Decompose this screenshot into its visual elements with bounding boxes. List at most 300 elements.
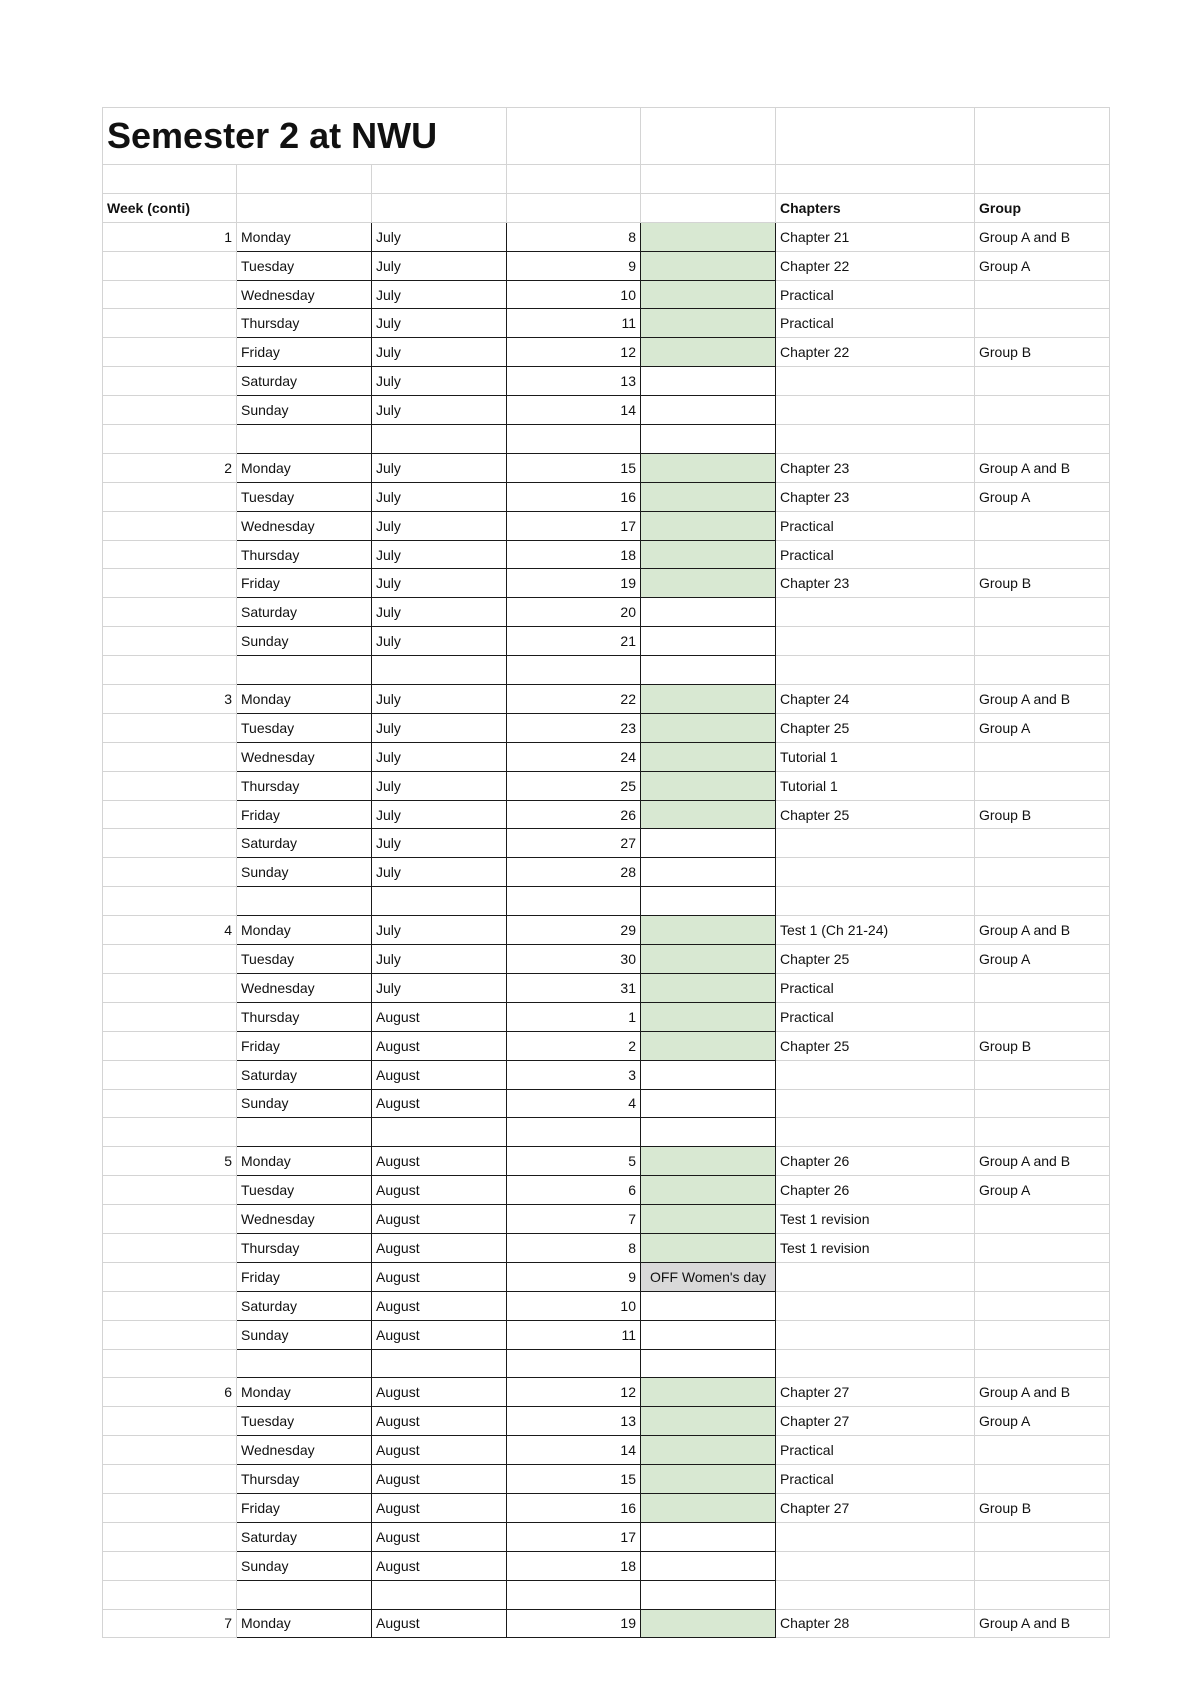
chapter-cell: Chapter 25 xyxy=(776,800,975,829)
date-number: 15 xyxy=(507,1465,641,1494)
chapter-cell xyxy=(776,1262,975,1291)
week-number: 4 xyxy=(103,916,237,945)
week-number xyxy=(103,1407,237,1436)
chapter-cell: Practical xyxy=(776,1436,975,1465)
week-number xyxy=(103,1089,237,1118)
week-number xyxy=(103,858,237,887)
header-row xyxy=(103,193,1110,222)
schedule-row xyxy=(103,511,1110,540)
date-number: 20 xyxy=(507,598,641,627)
week-number xyxy=(103,540,237,569)
week-number xyxy=(103,569,237,598)
schedule-row xyxy=(103,222,1110,251)
group-cell: Group B xyxy=(975,338,1110,367)
group-cell: Group B xyxy=(975,1493,1110,1522)
group-cell xyxy=(975,396,1110,425)
month-name: July xyxy=(372,742,507,771)
week-number xyxy=(103,338,237,367)
chapter-cell: Practical xyxy=(776,1465,975,1494)
group-cell: Group A and B xyxy=(975,916,1110,945)
status-cell xyxy=(641,627,776,656)
date-number: 16 xyxy=(507,1493,641,1522)
status-cell xyxy=(641,1205,776,1234)
month-name: August xyxy=(372,1031,507,1060)
status-cell xyxy=(641,1465,776,1494)
date-number: 9 xyxy=(507,251,641,280)
date-number: 8 xyxy=(507,1233,641,1262)
schedule-row xyxy=(103,1378,1110,1407)
chapter-cell: Chapter 23 xyxy=(776,453,975,482)
group-cell xyxy=(975,771,1110,800)
status-cell xyxy=(641,1522,776,1551)
day-name: Saturday xyxy=(237,829,372,858)
date-number: 1 xyxy=(507,1002,641,1031)
status-cell xyxy=(641,685,776,714)
status-cell xyxy=(641,367,776,396)
day-name: Monday xyxy=(237,1378,372,1407)
group-cell: Group B xyxy=(975,1031,1110,1060)
chapter-cell: Test 1 revision xyxy=(776,1233,975,1262)
schedule-row xyxy=(103,1522,1110,1551)
schedule-row xyxy=(103,1205,1110,1234)
month-name: July xyxy=(372,973,507,1002)
spacer-row xyxy=(103,656,1110,685)
status-cell xyxy=(641,1233,776,1262)
status-cell xyxy=(641,222,776,251)
day-name: Thursday xyxy=(237,1465,372,1494)
chapter-cell xyxy=(776,627,975,656)
status-cell xyxy=(641,1291,776,1320)
month-name: August xyxy=(372,1291,507,1320)
status-cell xyxy=(641,511,776,540)
week-number xyxy=(103,771,237,800)
status-cell xyxy=(641,742,776,771)
schedule-row xyxy=(103,280,1110,309)
day-name: Monday xyxy=(237,916,372,945)
status-cell xyxy=(641,482,776,511)
month-name: August xyxy=(372,1407,507,1436)
week-number xyxy=(103,396,237,425)
group-cell: Group A xyxy=(975,251,1110,280)
chapter-cell: Practical xyxy=(776,280,975,309)
page-title: Semester 2 at NWU xyxy=(103,108,507,165)
chapter-cell: Test 1 (Ch 21-24) xyxy=(776,916,975,945)
status-cell xyxy=(641,453,776,482)
group-cell xyxy=(975,367,1110,396)
month-name: August xyxy=(372,1233,507,1262)
week-number xyxy=(103,627,237,656)
group-cell: Group B xyxy=(975,800,1110,829)
day-name: Wednesday xyxy=(237,511,372,540)
status-cell xyxy=(641,916,776,945)
schedule-row xyxy=(103,309,1110,338)
schedule-row xyxy=(103,1407,1110,1436)
chapter-cell: Chapter 23 xyxy=(776,569,975,598)
week-number xyxy=(103,1002,237,1031)
schedule-row xyxy=(103,916,1110,945)
week-number xyxy=(103,1493,237,1522)
group-cell: Group A and B xyxy=(975,1378,1110,1407)
month-name: August xyxy=(372,1378,507,1407)
week-number xyxy=(103,598,237,627)
group-cell: Group A and B xyxy=(975,1147,1110,1176)
week-number xyxy=(103,829,237,858)
schedule-row xyxy=(103,1002,1110,1031)
week-number xyxy=(103,1060,237,1089)
month-name: August xyxy=(372,1609,507,1638)
status-cell xyxy=(641,713,776,742)
date-number: 19 xyxy=(507,569,641,598)
status-cell xyxy=(641,338,776,367)
schedule-row xyxy=(103,858,1110,887)
date-number: 26 xyxy=(507,800,641,829)
day-name: Wednesday xyxy=(237,1436,372,1465)
date-number: 12 xyxy=(507,1378,641,1407)
week-number xyxy=(103,1522,237,1551)
chapter-cell: Chapter 26 xyxy=(776,1147,975,1176)
day-name: Friday xyxy=(237,338,372,367)
date-number: 14 xyxy=(507,1436,641,1465)
month-name: July xyxy=(372,482,507,511)
spacer-row xyxy=(103,425,1110,454)
chapters-header: Chapters xyxy=(776,193,975,222)
status-cell xyxy=(641,309,776,338)
chapter-cell xyxy=(776,1522,975,1551)
date-number: 8 xyxy=(507,222,641,251)
date-number: 11 xyxy=(507,309,641,338)
group-cell xyxy=(975,829,1110,858)
chapter-cell: Chapter 23 xyxy=(776,482,975,511)
date-number: 13 xyxy=(507,367,641,396)
week-header: Week (conti) xyxy=(103,193,237,222)
group-cell: Group A xyxy=(975,945,1110,974)
status-cell xyxy=(641,1089,776,1118)
date-number: 19 xyxy=(507,1609,641,1638)
schedule-row xyxy=(103,829,1110,858)
week-number xyxy=(103,742,237,771)
chapter-cell: Chapter 21 xyxy=(776,222,975,251)
week-number xyxy=(103,713,237,742)
group-cell: Group A and B xyxy=(975,1609,1110,1638)
day-name: Thursday xyxy=(237,1233,372,1262)
day-name: Sunday xyxy=(237,1320,372,1349)
week-number xyxy=(103,280,237,309)
day-name: Sunday xyxy=(237,858,372,887)
chapter-cell: Chapter 26 xyxy=(776,1176,975,1205)
month-name: August xyxy=(372,1262,507,1291)
day-name: Saturday xyxy=(237,367,372,396)
day-name: Monday xyxy=(237,1609,372,1638)
status-cell xyxy=(641,1407,776,1436)
schedule-row xyxy=(103,713,1110,742)
chapter-cell xyxy=(776,1551,975,1580)
month-name: August xyxy=(372,1320,507,1349)
schedule-row xyxy=(103,453,1110,482)
week-number xyxy=(103,1031,237,1060)
month-name: July xyxy=(372,453,507,482)
schedule-row xyxy=(103,338,1110,367)
schedule-row xyxy=(103,540,1110,569)
day-name: Thursday xyxy=(237,1002,372,1031)
date-number: 10 xyxy=(507,1291,641,1320)
week-number: 1 xyxy=(103,222,237,251)
day-name: Friday xyxy=(237,800,372,829)
date-number: 14 xyxy=(507,396,641,425)
month-name: August xyxy=(372,1551,507,1580)
day-name: Monday xyxy=(237,222,372,251)
day-name: Monday xyxy=(237,453,372,482)
day-name: Sunday xyxy=(237,1089,372,1118)
schedule-row xyxy=(103,1291,1110,1320)
week-number xyxy=(103,973,237,1002)
schedule-row xyxy=(103,251,1110,280)
group-cell xyxy=(975,858,1110,887)
chapter-cell: Chapter 27 xyxy=(776,1493,975,1522)
week-number xyxy=(103,1465,237,1494)
day-name: Wednesday xyxy=(237,280,372,309)
week-number xyxy=(103,1233,237,1262)
schedule-row xyxy=(103,1493,1110,1522)
date-number: 10 xyxy=(507,280,641,309)
status-cell xyxy=(641,396,776,425)
group-cell xyxy=(975,1262,1110,1291)
day-name: Thursday xyxy=(237,540,372,569)
status-cell xyxy=(641,251,776,280)
day-name: Saturday xyxy=(237,1522,372,1551)
date-number: 15 xyxy=(507,453,641,482)
group-cell: Group A and B xyxy=(975,685,1110,714)
chapter-cell xyxy=(776,858,975,887)
week-number xyxy=(103,800,237,829)
schedule-row xyxy=(103,367,1110,396)
status-cell xyxy=(641,1436,776,1465)
date-number: 6 xyxy=(507,1176,641,1205)
chapter-cell: Chapter 25 xyxy=(776,713,975,742)
month-name: July xyxy=(372,396,507,425)
day-name: Thursday xyxy=(237,771,372,800)
schedule-row xyxy=(103,742,1110,771)
week-number xyxy=(103,251,237,280)
date-number: 25 xyxy=(507,771,641,800)
schedule-row xyxy=(103,569,1110,598)
schedule-row xyxy=(103,627,1110,656)
group-cell: Group A xyxy=(975,713,1110,742)
week-number xyxy=(103,1551,237,1580)
month-name: July xyxy=(372,713,507,742)
schedule-row xyxy=(103,1233,1110,1262)
chapter-cell: Chapter 27 xyxy=(776,1407,975,1436)
date-number: 2 xyxy=(507,1031,641,1060)
month-name: July xyxy=(372,685,507,714)
month-name: August xyxy=(372,1522,507,1551)
date-number: 18 xyxy=(507,540,641,569)
month-name: August xyxy=(372,1436,507,1465)
date-number: 3 xyxy=(507,1060,641,1089)
group-cell xyxy=(975,1089,1110,1118)
group-cell xyxy=(975,511,1110,540)
month-name: August xyxy=(372,1002,507,1031)
month-name: July xyxy=(372,945,507,974)
date-number: 11 xyxy=(507,1320,641,1349)
spacer-row xyxy=(103,1580,1110,1609)
schedule-row xyxy=(103,482,1110,511)
week-number xyxy=(103,945,237,974)
week-number xyxy=(103,309,237,338)
month-name: July xyxy=(372,338,507,367)
schedule-sheet xyxy=(102,107,1110,1638)
group-cell xyxy=(975,742,1110,771)
group-cell xyxy=(975,1436,1110,1465)
chapter-cell: Tutorial 1 xyxy=(776,771,975,800)
date-number: 28 xyxy=(507,858,641,887)
chapter-cell xyxy=(776,829,975,858)
group-cell xyxy=(975,1060,1110,1089)
off-day-note: OFF Women's day xyxy=(641,1262,776,1291)
month-name: August xyxy=(372,1465,507,1494)
chapter-cell xyxy=(776,1291,975,1320)
schedule-row xyxy=(103,945,1110,974)
status-cell xyxy=(641,1060,776,1089)
week-number: 5 xyxy=(103,1147,237,1176)
group-cell xyxy=(975,1320,1110,1349)
day-name: Tuesday xyxy=(237,482,372,511)
month-name: July xyxy=(372,309,507,338)
week-number xyxy=(103,1436,237,1465)
chapter-cell xyxy=(776,1320,975,1349)
group-cell: Group A xyxy=(975,1176,1110,1205)
group-cell xyxy=(975,309,1110,338)
chapter-cell: Chapter 28 xyxy=(776,1609,975,1638)
day-name: Tuesday xyxy=(237,1176,372,1205)
group-cell xyxy=(975,973,1110,1002)
date-number: 24 xyxy=(507,742,641,771)
schedule-row xyxy=(103,1089,1110,1118)
chapter-cell: Chapter 27 xyxy=(776,1378,975,1407)
schedule-row xyxy=(103,1609,1110,1638)
schedule-row xyxy=(103,973,1110,1002)
status-cell xyxy=(641,973,776,1002)
group-cell xyxy=(975,1002,1110,1031)
status-cell xyxy=(641,800,776,829)
status-cell xyxy=(641,945,776,974)
day-name: Friday xyxy=(237,1031,372,1060)
date-number: 17 xyxy=(507,511,641,540)
chapter-cell: Practical xyxy=(776,973,975,1002)
schedule-row xyxy=(103,1176,1110,1205)
chapter-cell xyxy=(776,367,975,396)
week-number xyxy=(103,1291,237,1320)
day-name: Sunday xyxy=(237,396,372,425)
week-number: 7 xyxy=(103,1609,237,1638)
week-number xyxy=(103,1176,237,1205)
date-number: 7 xyxy=(507,1205,641,1234)
month-name: August xyxy=(372,1147,507,1176)
date-number: 16 xyxy=(507,482,641,511)
group-cell xyxy=(975,280,1110,309)
group-cell: Group B xyxy=(975,569,1110,598)
month-name: August xyxy=(372,1493,507,1522)
status-cell xyxy=(641,829,776,858)
date-number: 29 xyxy=(507,916,641,945)
chapter-cell xyxy=(776,1060,975,1089)
group-cell xyxy=(975,540,1110,569)
chapter-cell: Practical xyxy=(776,309,975,338)
month-name: August xyxy=(372,1060,507,1089)
schedule-row xyxy=(103,1436,1110,1465)
schedule-row xyxy=(103,685,1110,714)
day-name: Wednesday xyxy=(237,742,372,771)
group-cell: Group A and B xyxy=(975,453,1110,482)
day-name: Tuesday xyxy=(237,945,372,974)
status-cell xyxy=(641,1551,776,1580)
week-number xyxy=(103,1262,237,1291)
spacer-row xyxy=(103,887,1110,916)
chapter-cell: Chapter 25 xyxy=(776,1031,975,1060)
date-number: 17 xyxy=(507,1522,641,1551)
date-number: 4 xyxy=(507,1089,641,1118)
group-cell: Group A xyxy=(975,482,1110,511)
status-cell xyxy=(641,1002,776,1031)
status-cell xyxy=(641,540,776,569)
status-cell xyxy=(641,569,776,598)
status-cell xyxy=(641,1609,776,1638)
schedule-row xyxy=(103,396,1110,425)
month-name: July xyxy=(372,367,507,396)
schedule-row xyxy=(103,1031,1110,1060)
group-cell xyxy=(975,627,1110,656)
week-number xyxy=(103,511,237,540)
day-name: Wednesday xyxy=(237,1205,372,1234)
week-number xyxy=(103,367,237,396)
status-cell xyxy=(641,1176,776,1205)
day-name: Sunday xyxy=(237,1551,372,1580)
schedule-row xyxy=(103,1465,1110,1494)
day-name: Friday xyxy=(237,1493,372,1522)
status-cell xyxy=(641,1031,776,1060)
schedule-row xyxy=(103,771,1110,800)
day-name: Sunday xyxy=(237,627,372,656)
month-name: July xyxy=(372,540,507,569)
month-name: July xyxy=(372,800,507,829)
month-name: July xyxy=(372,598,507,627)
status-cell xyxy=(641,1147,776,1176)
month-name: August xyxy=(372,1089,507,1118)
schedule-table xyxy=(102,107,1110,1638)
group-cell xyxy=(975,1551,1110,1580)
day-name: Friday xyxy=(237,569,372,598)
status-cell xyxy=(641,858,776,887)
day-name: Saturday xyxy=(237,1291,372,1320)
status-cell xyxy=(641,1320,776,1349)
schedule-row xyxy=(103,1060,1110,1089)
title-row xyxy=(103,108,1110,165)
schedule-row xyxy=(103,800,1110,829)
chapter-cell: Chapter 25 xyxy=(776,945,975,974)
spacer-row xyxy=(103,1118,1110,1147)
chapter-cell: Practical xyxy=(776,1002,975,1031)
group-cell xyxy=(975,1291,1110,1320)
chapter-cell: Practical xyxy=(776,511,975,540)
month-name: July xyxy=(372,916,507,945)
date-number: 9 xyxy=(507,1262,641,1291)
day-name: Monday xyxy=(237,685,372,714)
day-name: Saturday xyxy=(237,598,372,627)
date-number: 31 xyxy=(507,973,641,1002)
group-cell xyxy=(975,1522,1110,1551)
month-name: July xyxy=(372,829,507,858)
week-number xyxy=(103,482,237,511)
date-number: 18 xyxy=(507,1551,641,1580)
